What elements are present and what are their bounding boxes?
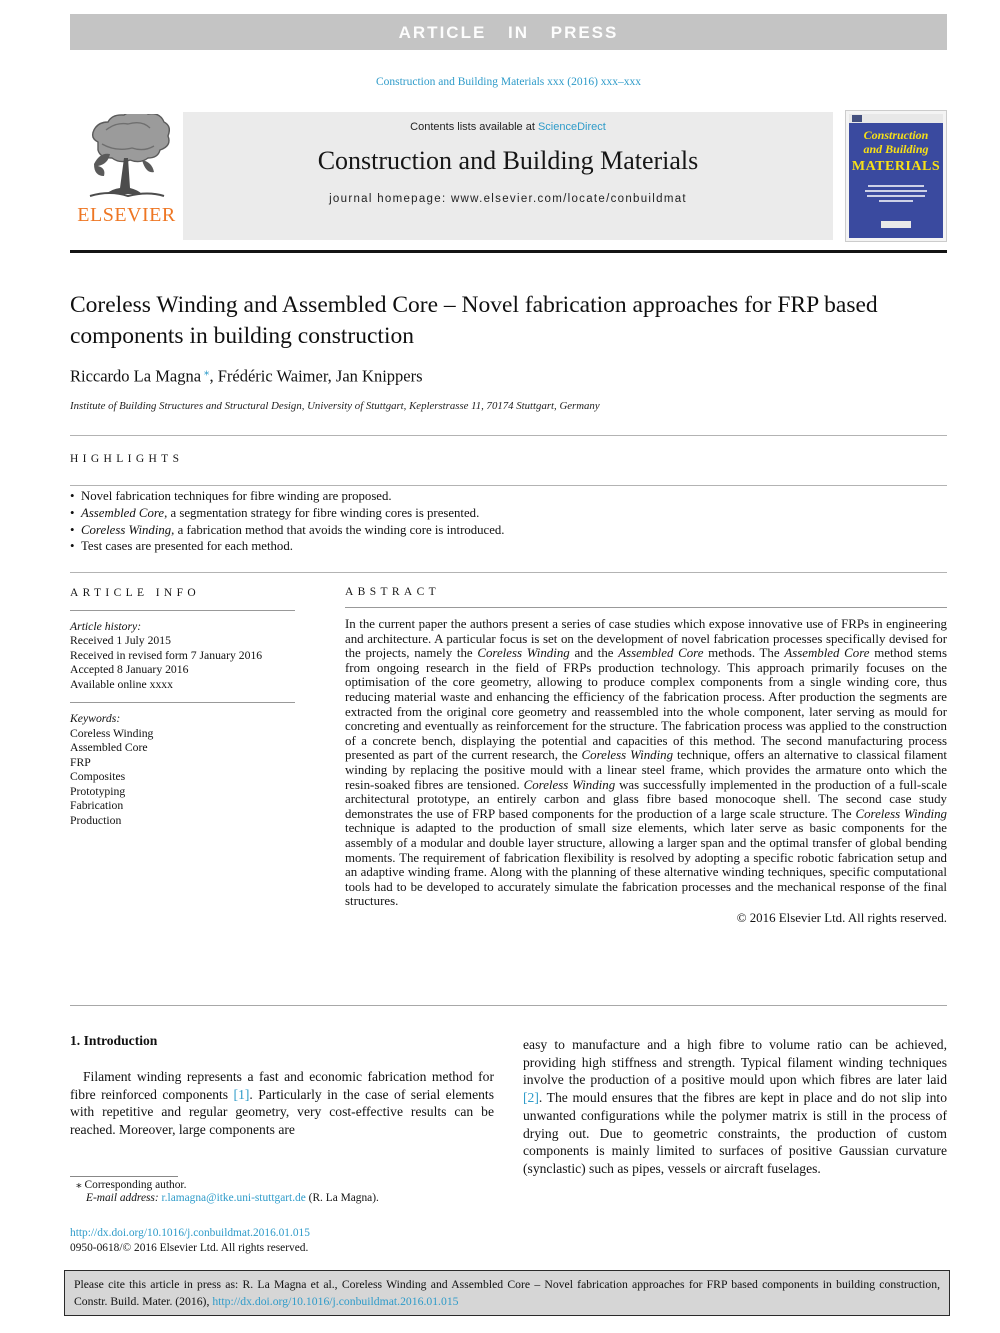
homepage-line <box>183 193 833 205</box>
issn-copyright-line: 0950-0618/© 2016 Elsevier Ltd. All rights reserved. <box>70 1242 309 1254</box>
history-line: Available online xxxx <box>70 677 173 691</box>
cover-fine-print-line <box>865 190 927 192</box>
bullet-icon: • <box>70 522 75 537</box>
keyword: Prototyping <box>70 784 126 798</box>
bullet-icon: • <box>70 539 75 554</box>
email-note: E-mail address: r.lamagna@itke.uni-stuttgart.de (R. La Magna). <box>86 1192 379 1204</box>
bullet-icon: • <box>70 489 75 503</box>
article-history-label: Article history: <box>70 619 142 633</box>
history-line: Received 1 July 2015 <box>70 634 171 647</box>
keyword: FRP <box>70 755 91 769</box>
divider <box>70 435 947 436</box>
cover-bottom-mark <box>881 221 911 228</box>
inline-link[interactable]: [2] <box>523 1090 539 1106</box>
highlights-heading: HIGHLIGHTS <box>70 453 184 465</box>
cover-publisher-mark-icon <box>852 115 862 122</box>
doi-link[interactable]: http://dx.doi.org/10.1016/j.conbuildmat.2016.01.015 <box>70 1227 310 1239</box>
inline-link[interactable]: ⁎ <box>201 366 210 378</box>
inline-link[interactable]: r.lamagna@itke.uni-stuttgart.de <box>161 1192 306 1204</box>
journal-masthead <box>183 112 833 240</box>
highlight-item: • Assembled Core, a segmentation strategy for fibre winding cores is presented. <box>70 505 480 520</box>
keyword: Fabrication <box>70 799 124 812</box>
history-line: Accepted 8 January 2016 <box>70 663 189 676</box>
section-heading-introduction: 1. Introduction <box>70 1033 158 1048</box>
sciencedirect-link[interactable]: ScienceDirect <box>537 121 606 133</box>
article-info-panel <box>70 586 295 828</box>
citation-notice-box: Please cite this article in press as: R. La Magna et al., Coreless Winding and Assembled Core – Novel fabrication approaches for FRP based components in building construction, Constr. Build. Mater. (2016), http://dx.doi.org/10.1016/j.conbuildmat.2016.01.015 <box>64 1270 950 1316</box>
cover-title-line2: and Building <box>863 142 929 156</box>
intro-paragraph-left: Filament winding represents a fast and economic fabrication method for fibre reinforced components [1]. Particularly in the case of serial elements with repetitive and regular geometry, very cost-effective results can be reached. Moreover, large components are <box>70 1069 494 1138</box>
elsevier-tree-icon <box>70 114 183 206</box>
abstract-text: In the current paper the authors present a series of case studies which expose innovative use of FRPs in engineering and architecture. A particular focus is set on the development of novel fabrication processes specifically devised for the projects, namely the Coreless Winding and the Assembled Core methods. The Assembled Core method stems from ongoing research in the field of FRPs production technology. This approach primarily focuses on the optimisation of the core geometry, allowing to produce complex components from a single winding core, thus reducing material waste and enhancing the efficiency of the fabrication process. After production the segments are extracted from the original core geometry and reassembled into the whole component, later serving as mould for concreting and eventually as reinforcement for the structure. The fabrication process was applied to the construction of a concrete bench, displaying the potential and capacities of this method. The second manufacturing process presented as part of the current research, the Coreless Winding technique, offers an alternative to classical filament winding by replacing the positive mould with a linear steel frame, which provides the armature onto which the resin-soaked fibres are tensioned. Coreless Winding was successfully implemented in the production of a full-scale architectural prototype, an entirely carbon and glass fibre based monocoque shell. The second case study demonstrates the use of FRP based components for the production of a large scale structure. The Coreless Winding technique is adapted to the production of small size elements, which later serve as basic components for the assembly of a modular and double layer structure, allowing a larger span and the optimal transfer of global bending moments. The requirement of fabrication flexibility is resolved by adopting a specific robotic fabrication setup and an adaptive winding frame. Along with the planning of these alternative winding techniques, specific computational tools had to be developed to accurately simulate the fabrication processes and the mechanical response of the final structures. <box>345 617 947 909</box>
journal-title: Construction and Building Materials <box>317 146 699 175</box>
article-info-heading: ARTICLE INFO <box>70 586 295 611</box>
journal-cover-thumbnail[interactable] <box>845 110 947 242</box>
highlights-list <box>70 488 935 555</box>
elsevier-wordmark: ELSEVIER <box>77 204 176 226</box>
corresponding-author-note: ⁎ Corresponding author. <box>76 1179 187 1191</box>
cover-fine-print-line <box>879 200 913 202</box>
copyright-line: © 2016 Elsevier Ltd. All rights reserved. <box>736 910 947 925</box>
article-in-press-banner: ARTICLE IN PRESS <box>70 14 947 50</box>
divider <box>70 702 295 703</box>
highlight-item: • Novel fabrication techniques for fibre winding are proposed. <box>70 489 392 503</box>
keyword: Production <box>70 813 122 827</box>
inline-link[interactable]: [1] <box>233 1086 250 1102</box>
cover-title-line1: Construction <box>863 128 929 142</box>
affiliation-line: Institute of Building Structures and Structural Design, University of Stuttgart, Keplerstrasse 11, 70174 Stuttgart, Germany <box>70 400 600 412</box>
cover-top-strip <box>849 114 943 123</box>
keyword: Assembled Core <box>70 741 148 754</box>
cover-fine-print-line <box>867 195 925 197</box>
abstract-panel <box>345 586 947 926</box>
elsevier-logo <box>70 112 183 240</box>
contents-line <box>183 121 833 133</box>
intro-paragraph-right: easy to manufacture and a high fibre to volume ratio can be achieved, providing high stiffness and strength. Typical filament winding techniques involve the production of a positive mould upon which fibres are later laid [2]. The mould ensures that the fibres are kept in place and do not slip into unwanted configurations while the polymer matrix is still in the process of drying out. Due to geometric constraints, the production of custom components is mainly limited to surfaces of positive Gaussian curvature (synclastic) such as pipes, vessels or aircraft fuselages. <box>523 1037 947 1176</box>
bullet-icon: • <box>70 505 75 520</box>
divider <box>70 485 947 486</box>
cover-title-line3: MATERIALS <box>851 159 941 174</box>
contents-prefix: Contents lists available at <box>410 121 538 133</box>
journal-cover-art <box>849 114 943 238</box>
homepage-label: journal homepage: <box>329 193 451 205</box>
cover-fine-print-line <box>868 185 924 187</box>
paper-title: Coreless Winding and Assembled Core – Novel fabrication approaches for FRP based components in building construction <box>70 292 878 349</box>
authors-line: Riccardo La Magna ⁎, Frédéric Waimer, Jan Knippers <box>70 366 423 386</box>
abstract-heading: ABSTRACT <box>345 586 947 608</box>
divider <box>70 572 947 573</box>
inline-link[interactable]: http://dx.doi.org/10.1016/j.conbuildmat.2016.01.015 <box>212 1295 459 1308</box>
divider <box>70 1005 947 1006</box>
keyword: Composites <box>70 770 126 783</box>
homepage-url-link[interactable]: www.elsevier.com/locate/conbuildmat <box>450 193 687 205</box>
highlight-item: • Test cases are presented for each method. <box>70 539 293 554</box>
journal-reference-link[interactable]: Construction and Building Materials xxx (2016) xxx–xxx <box>375 76 642 88</box>
header-divider <box>70 250 947 253</box>
keyword: Coreless Winding <box>70 726 154 740</box>
highlight-item: • Coreless Winding, a fabrication method that avoids the winding core is introduced. <box>70 522 505 537</box>
keywords-label: Keywords: <box>70 712 121 725</box>
journal-header <box>70 112 947 240</box>
history-line: Received in revised form 7 January 2016 <box>70 648 263 662</box>
